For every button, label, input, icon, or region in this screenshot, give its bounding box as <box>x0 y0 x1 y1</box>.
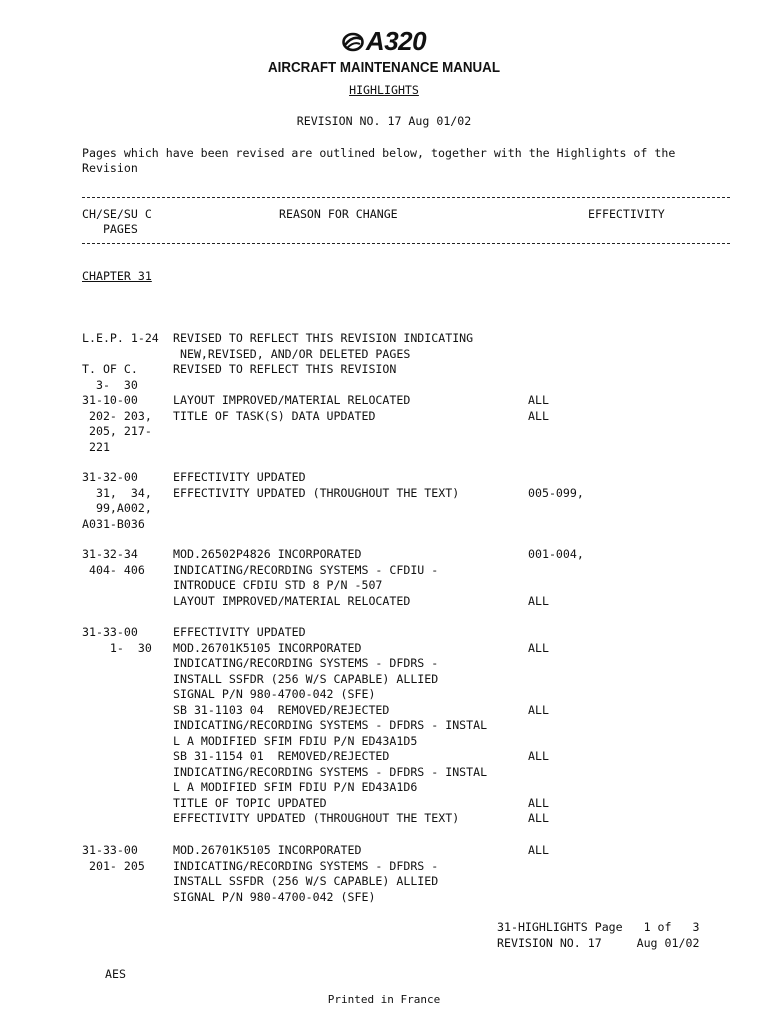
table-row: L A MODIFIED SFIM FDIU P/N ED43A1D6 <box>173 780 418 794</box>
table-row: TITLE OF TOPIC UPDATED ALL <box>173 795 549 810</box>
table-row: L.E.P. 1-24 REVISED TO REFLECT THIS REVISION INDICATING <box>82 331 474 345</box>
table-row: 31, 34, EFFECTIVITY UPDATED (THROUGHOUT THE TEXT) 005-099, <box>82 485 584 500</box>
intro-text-line1: Pages which have been revised are outlined below, together with the Highlights of the <box>82 146 676 160</box>
table-row: EFFECTIVITY UPDATED (THROUGHOUT THE TEXT) ALL <box>173 811 549 825</box>
table-row: 3- 30 <box>82 377 138 392</box>
footer-printed: Printed in France <box>327 993 441 1006</box>
table-row: 404- 406 INDICATING/RECORDING SYSTEMS - CFDIU - <box>82 562 439 577</box>
entry-lep-toc-31-10-00 <box>82 331 742 455</box>
table-row: 31-32-34 MOD.26502P4826 INCORPORATED 001-004, <box>82 547 584 561</box>
table-row: INSTALL SSFDR (256 W/S CAPABLE) ALLIED <box>173 671 439 686</box>
entry-31-32-34 <box>82 547 742 609</box>
column-header-pages: CH/SE/SU C <box>82 207 152 221</box>
footer-page-number: 31-HIGHLIGHTS Page 1 of 3 <box>497 920 700 934</box>
table-row: 31-32-00 EFFECTIVITY UPDATED <box>82 470 306 484</box>
table-row: SB 31-1154 01 REMOVED/REJECTED ALL <box>173 749 549 763</box>
table-row: SIGNAL P/N 980-4700-042 (SFE) <box>173 687 376 701</box>
column-header-effectivity: EFFECTIVITY <box>588 207 665 221</box>
intro-text-line2: Revision <box>82 161 138 175</box>
footer-revision: REVISION NO. 17 Aug 01/02 <box>497 936 700 950</box>
table-row: 31-33-00 MOD.26701K5105 INCORPORATED ALL <box>82 843 549 857</box>
entry-31-32-00 <box>82 470 742 532</box>
table-row: 201- 205 INDICATING/RECORDING SYSTEMS - DFDRS - <box>82 858 439 873</box>
table-row: LAYOUT IMPROVED/MATERIAL RELOCATED ALL <box>173 593 549 608</box>
table-row: 202- 203, TITLE OF TASK(S) DATA UPDATED ALL <box>82 408 549 423</box>
footer-code: AES <box>105 967 126 981</box>
table-row: INDICATING/RECORDING SYSTEMS - DFDRS - <box>173 656 439 670</box>
section-title: HIGHLIGHTS <box>349 83 419 97</box>
table-row: 31-10-00 LAYOUT IMPROVED/MATERIAL RELOCATED ALL <box>82 393 549 407</box>
column-header-reason: REASON FOR CHANGE <box>279 207 398 221</box>
table-row: SB 31-1103 04 REMOVED/REJECTED ALL <box>173 702 549 717</box>
table-row: T. OF C. REVISED TO REFLECT THIS REVISION <box>82 362 397 376</box>
column-header-pages-sub: PAGES <box>82 222 138 236</box>
table-row: INDICATING/RECORDING SYSTEMS - DFDRS - INSTAL <box>173 764 488 779</box>
revision-line: REVISION NO. 17 Aug 01/02 <box>296 114 472 128</box>
table-row: INTRODUCE CFDIU STD 8 P/N -507 <box>173 578 383 592</box>
table-row: 31-33-00 EFFECTIVITY UPDATED <box>82 625 306 639</box>
table-row: INDICATING/RECORDING SYSTEMS - DFDRS - INSTAL <box>173 718 488 732</box>
divider-top <box>82 197 730 198</box>
aircraft-logo <box>0 26 768 59</box>
table-row: INSTALL SSFDR (256 W/S CAPABLE) ALLIED <box>173 874 439 888</box>
table-row: 221 <box>82 439 110 454</box>
divider-bottom <box>82 243 730 244</box>
chapter-heading: CHAPTER 31 <box>82 269 152 283</box>
entry-31-33-00-b <box>82 843 742 905</box>
airbus-swirl-icon <box>342 28 364 59</box>
table-row: NEW,REVISED, AND/OR DELETED PAGES <box>173 346 411 361</box>
table-row: 205, 217- <box>82 424 152 438</box>
table-row: 1- 30 MOD.26701K5105 INCORPORATED ALL <box>82 640 549 655</box>
entry-31-33-00-a <box>82 625 742 827</box>
table-row: A031-B036 <box>82 516 145 531</box>
aircraft-model: A320 <box>365 26 427 56</box>
table-row: L A MODIFIED SFIM FDIU P/N ED43A1D5 <box>173 733 418 748</box>
table-row: SIGNAL P/N 980-4700-042 (SFE) <box>173 889 376 904</box>
table-row: 99,A002, <box>82 501 152 515</box>
manual-title: AIRCRAFT MAINTENANCE MANUAL <box>268 60 500 76</box>
